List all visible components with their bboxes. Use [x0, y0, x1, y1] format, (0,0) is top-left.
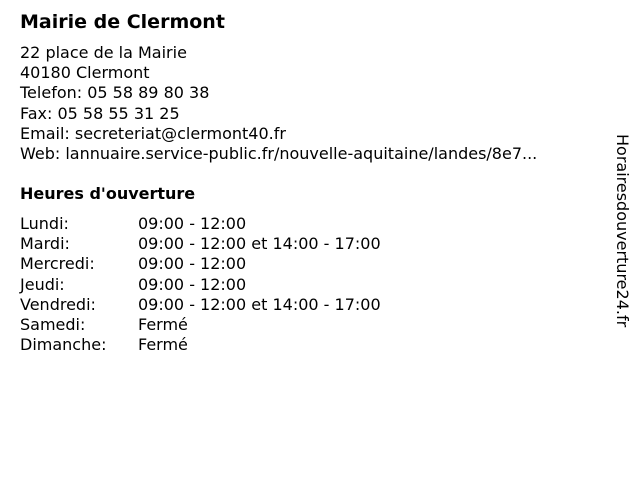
time-value: Fermé — [138, 315, 188, 335]
day-label: Mercredi: — [20, 254, 95, 274]
time-value: 09:00 - 12:00 et 14:00 - 17:00 — [138, 294, 381, 314]
hours-row-thursday — [20, 275, 381, 295]
day-label: Samedi: — [20, 315, 86, 335]
day-label: Lundi: — [20, 214, 69, 233]
time-value: 09:00 - 12:00 — [138, 214, 247, 233]
opening-hours-heading: Heures d'ouverture — [20, 184, 196, 203]
day-label: Vendredi: — [20, 294, 96, 314]
site-watermark: Horairesdouverture24.fr — [613, 134, 632, 328]
hours-row-saturday — [20, 315, 381, 335]
hours-row-wednesday — [20, 254, 381, 274]
hours-row-sunday — [20, 335, 381, 355]
hours-row-friday — [20, 295, 381, 315]
website-address: Web: lannuaire.service-public.fr/nouvelle-aquitaine/landes/8e7... — [20, 144, 538, 164]
time-value: 09:00 - 12:00 et 14:00 - 17:00 — [138, 234, 381, 254]
fax-number: Fax: 05 58 55 31 25 — [20, 103, 180, 123]
street-address: 22 place de la Mairie — [20, 43, 187, 62]
email-address: Email: secreteriat@clermont40.fr — [20, 123, 286, 143]
time-value: 09:00 - 12:00 — [138, 274, 247, 294]
place-title: Mairie de Clermont — [20, 11, 225, 33]
day-label: Jeudi: — [20, 274, 65, 294]
time-value: Fermé — [138, 335, 188, 355]
city-postal-code: 40180 Clermont — [20, 63, 150, 83]
day-label: Mardi: — [20, 234, 70, 254]
hours-row-monday — [20, 214, 381, 234]
hours-row-tuesday — [20, 234, 381, 254]
time-value: 09:00 - 12:00 — [138, 254, 247, 274]
opening-hours-table — [20, 214, 381, 355]
contact-info — [20, 43, 537, 164]
phone-number: Telefon: 05 58 89 80 38 — [20, 83, 210, 103]
day-label: Dimanche: — [20, 335, 107, 355]
